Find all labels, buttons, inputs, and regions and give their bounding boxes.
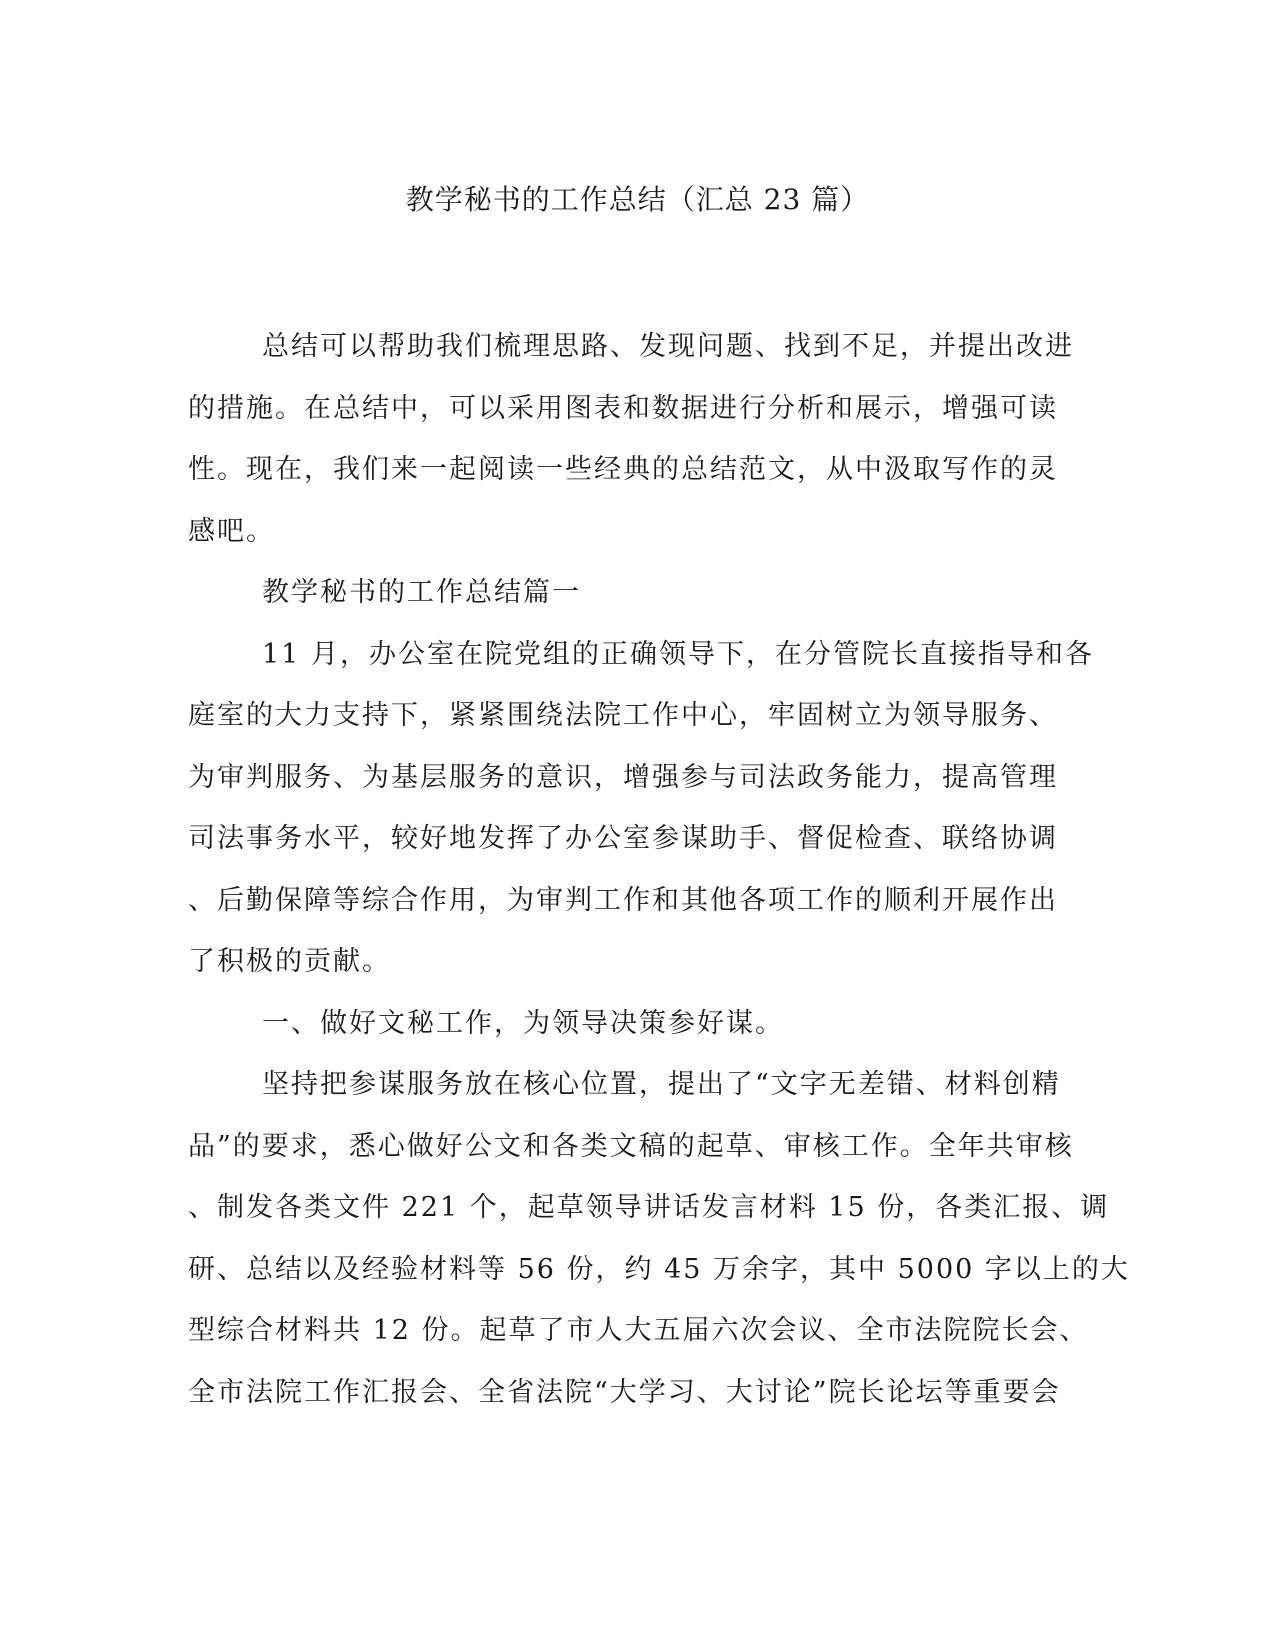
subsection-heading: 一、做好文秘工作，为领导决策参好谋。: [262, 1007, 784, 1039]
paragraph-line: 感吧。: [188, 515, 275, 547]
paragraph-line: 了积极的贡献。: [188, 946, 391, 977]
paragraph-line: 庭室的大力支持下，紧紧围绕法院工作中心，牢固树立为领导服务、: [188, 700, 1058, 731]
paragraph-line: 为审判服务、为基层服务的意识，增强参与司法政务能力，提高管理: [188, 761, 1058, 793]
paragraph-line: 品”的要求，悉心做好公文和各类文稿的起草、审核工作。全年共审核: [188, 1130, 1074, 1162]
paragraph-line: 型综合材料共 12 份。起草了市人大五届六次会议、全市法院院长会、: [188, 1315, 1089, 1346]
section-heading: 教学秘书的工作总结篇一: [262, 577, 581, 608]
document-body: [188, 327, 1130, 1434]
paragraph-line: 坚持把参谋服务放在核心位置，提出了“文字无差错、材料创精: [262, 1069, 1061, 1100]
paragraph-line: 、后勤保障等综合作用，为审判工作和其他各项工作的顺利开展作出: [188, 884, 1058, 916]
paragraph-line: 、制发各类文件 221 个，起草领导讲话发言材料 15 份，各类汇报、调: [188, 1192, 1110, 1223]
paragraph-line: 司法事务水平，较好地发挥了办公室参谋助手、督促检查、联络协调: [188, 823, 1058, 854]
paragraph-line: 11 月，办公室在院党组的正确领导下，在分管院长直接指导和各: [262, 638, 1094, 670]
document-title: 教学秘书的工作总结（汇总 23 篇）: [405, 183, 870, 216]
paragraph-line: 全市法院工作汇报会、全省法院“大学习、大讨论”院长论坛等重要会: [188, 1376, 1061, 1408]
paragraph-line: 研、总结以及经验材料等 56 份，约 45 万余字，其中 5000 字以上的大: [188, 1253, 1130, 1285]
paragraph-line: 性。现在，我们来一起阅读一些经典的总结范文，从中汲取写作的灵: [188, 454, 1058, 485]
paragraph-line: 总结可以帮助我们梳理思路、发现问题、找到不足，并提出改进: [262, 331, 1074, 362]
paragraph-line: 的措施。在总结中，可以采用图表和数据进行分析和展示，增强可读: [188, 392, 1058, 424]
